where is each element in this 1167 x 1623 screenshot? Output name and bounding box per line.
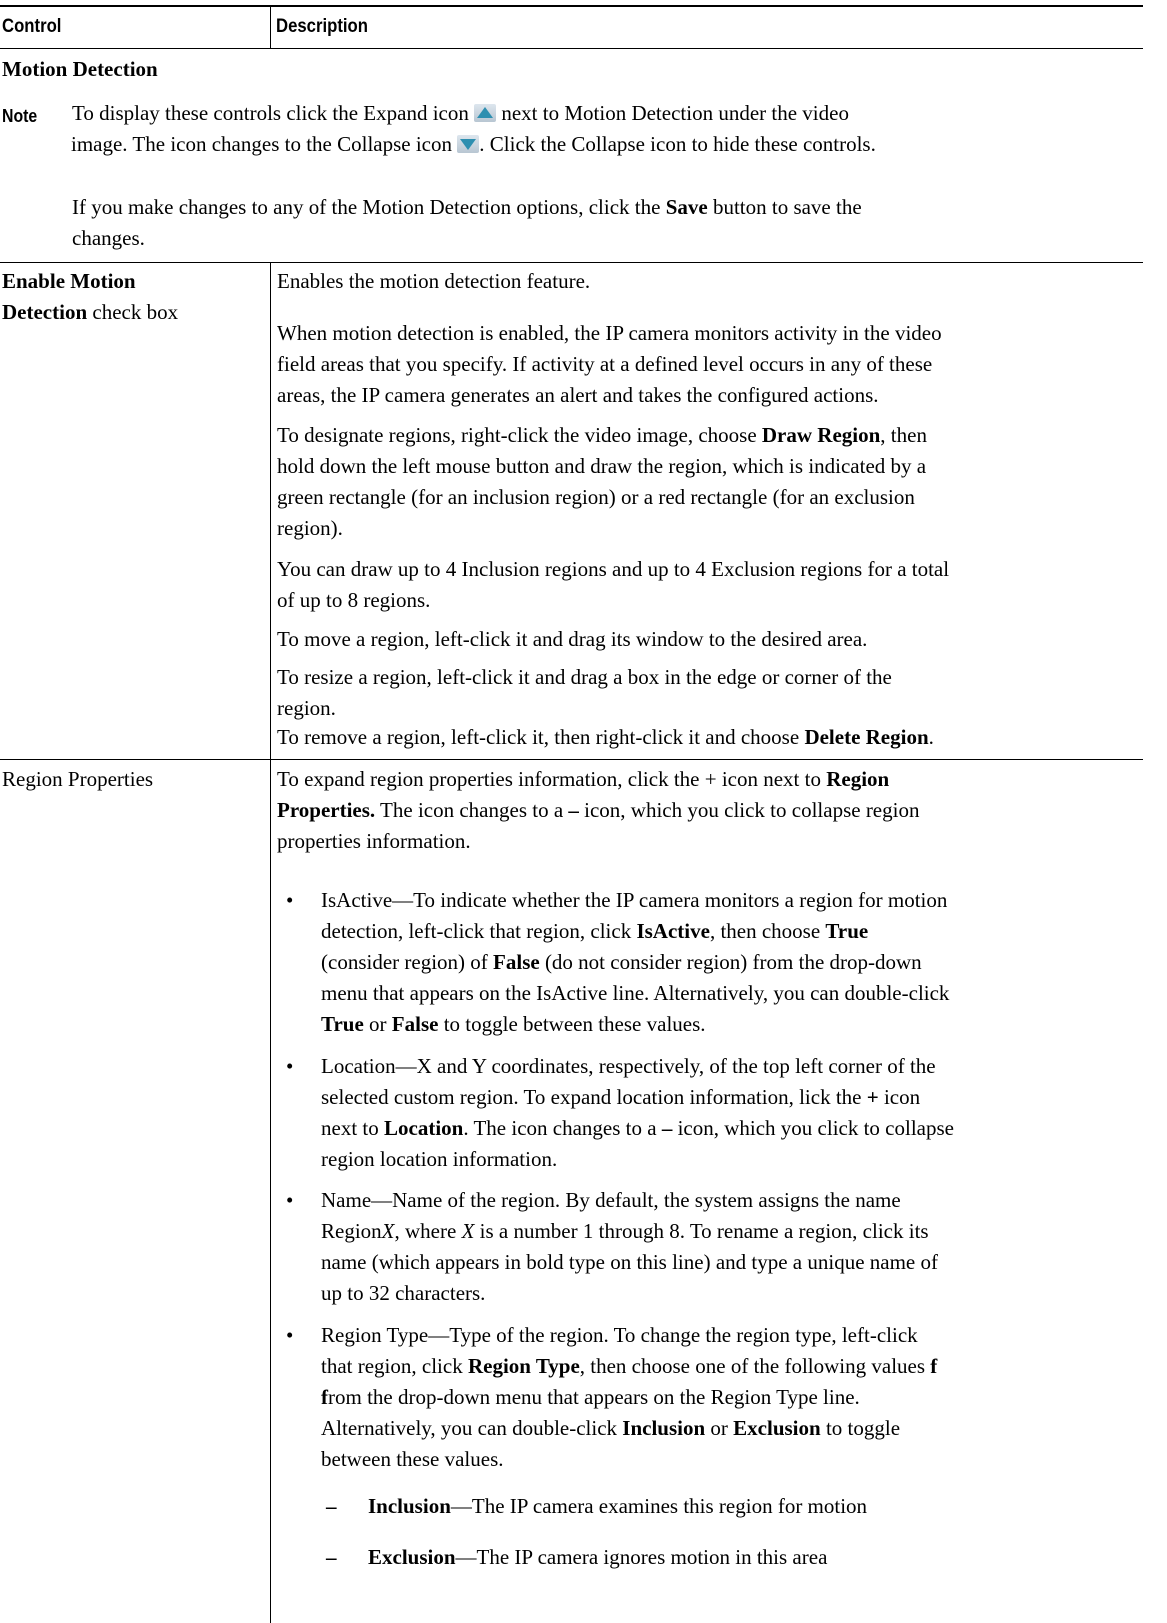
dash-marker: –: [326, 1545, 337, 1569]
bullet-name: • Name—Name of the region. By default, the system assigns the name RegionX, where X is a number 1 through 8. To rename a region, click its name (which appears in bold type on this line) and type a unique name of up to 32 characters.: [286, 1185, 1146, 1309]
subbullet-inclusion: – Inclusion—The IP camera examines this region for motion: [326, 1491, 1146, 1522]
desc-enables-feature: Enables the motion detection feature.: [277, 269, 591, 293]
desc-move-region: To move a region, left-click it and drag its window to the desired area.: [277, 627, 868, 651]
bullet-isactive: • IsActive—To indicate whether the IP camera monitors a region for motion detection, left-click that region, click IsActive, then choose True (consider region) of False (do not consider region) from the drop-down menu that appears on the IsActive line. Alternatively, you can double-click True or False to toggle between these values.: [286, 885, 1146, 1040]
desc-designate-regions: To designate regions, right-click the video image, choose Draw Region, then hold down the left mouse button and draw the region, which is indicated by a green rectangle (for an inclusion region) or a red rectangle (for an exclusion region).: [277, 423, 927, 540]
desc-region-limits: You can draw up to 4 Inclusion regions and up to 4 Exclusion regions for a total of up to 8 regions.: [277, 557, 950, 612]
header-bottom-rule: [0, 48, 1143, 49]
bullet-location: • Location—X and Y coordinates, respectively, of the top left corner of the selected custom region. To expand location information, lick the + icon next to Location. The icon changes to a – icon, which you click to collapse region location information.: [286, 1051, 1146, 1175]
desc-region-properties-intro: To expand region properties information, click the + icon next to Region Properties. The icon changes to a – icon, which you click to collapse region properties information.: [277, 767, 920, 853]
note-label: Note: [2, 106, 38, 126]
control-enable-motion-detection: Enable Motion Detection check box: [2, 269, 179, 324]
expand-icon: [474, 104, 496, 122]
dash-marker: –: [326, 1494, 337, 1518]
desc-monitoring: When motion detection is enabled, the IP camera monitors activity in the video field areas that you specify. If activity at a defined level occurs in any of these areas, the IP camera generates an alert and takes the configured actions.: [277, 321, 942, 407]
bullet-dot: •: [286, 888, 294, 912]
subbullet-exclusion: – Exclusion—The IP camera ignores motion in this area: [326, 1542, 1146, 1573]
section-bottom-rule: [0, 262, 1143, 263]
header-description: Description: [276, 16, 368, 37]
desc-resize-region: To resize a region, left-click it and drag a box in the edge or corner of the region.: [277, 665, 892, 720]
bullet-dot: •: [286, 1323, 294, 1347]
header-control: Control: [2, 16, 62, 37]
bullet-region-type: • Region Type—Type of the region. To change the region type, left-click that region, click Region Type, then choose one of the following values f from the drop-down menu that appears on the Region Type line. Alternatively, you can double-click Inclusion or Exclusion to toggle between these values.: [286, 1320, 1146, 1475]
table-top-rule: [0, 5, 1143, 7]
column-divider-header: [270, 5, 271, 49]
section-title: Motion Detection: [2, 57, 158, 81]
bullet-dot: •: [286, 1054, 294, 1078]
bullet-dot: •: [286, 1188, 294, 1212]
collapse-icon: [457, 135, 479, 153]
note-text: To display these controls click the Expand icon next to Motion Detection under the video image. The icon changes to the Collapse icon . Click the Collapse icon to hide these controls.: [71, 101, 876, 156]
desc-remove-region: To remove a region, left-click it, then right-click it and choose Delete Region.: [277, 725, 934, 749]
column-divider-body: [270, 262, 271, 1623]
control-region-properties: Region Properties: [2, 767, 154, 791]
row1-bottom-rule: [0, 759, 1143, 760]
note-save-text: If you make changes to any of the Motion Detection options, click the Save button to save the changes.: [72, 195, 862, 250]
